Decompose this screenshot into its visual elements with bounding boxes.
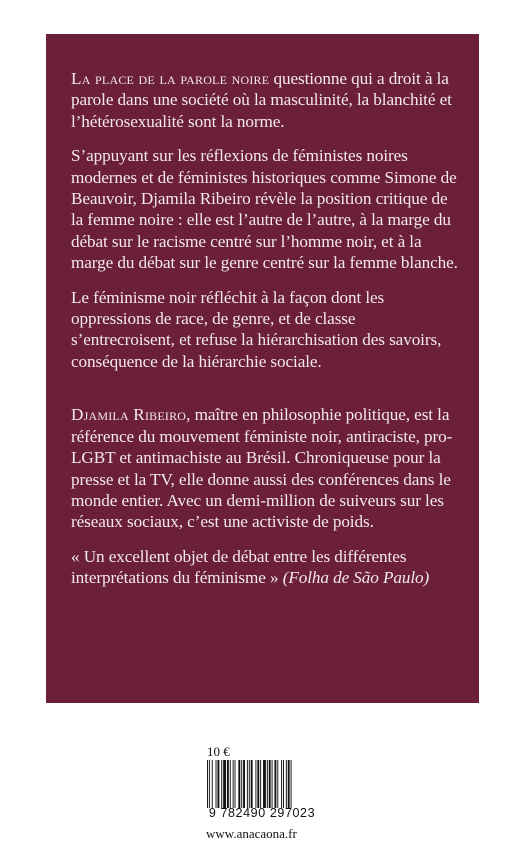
press-quote: [71, 546, 461, 589]
author-bio-text: , maître en philosophie politique, est la référence du mouvement féministe noir, antiraciste, pro-LGBT et antimachiste au Brésil. Chroniqueuse pour la presse et la TV, elle donne aussi des conférences dans le monde entier. Avec un demi-million de suiveurs sur les réseaux sociaux, c’est une activiste de poids.: [71, 405, 453, 532]
barcode: [206, 760, 316, 808]
back-cover-panel: [46, 34, 479, 703]
blurb-paragraph-1-text: questionne qui a droit à la parole dans une société où la masculinité, la blanchité et l’hétérosexualité sont la norme.: [71, 69, 452, 131]
press-quote-text: « Un excellent objet de débat entre les différentes interprétations du féminisme »: [71, 546, 407, 588]
blurb-paragraph-2: S’appuyant sur les réflexions de féministes noires modernes et de féministes historiques comme Simone de Beauvoir, Djamila Ribeiro révèle la position critique de la femme noire : elle est l’autre de l’autre, à la marge du débat sur le racisme centré sur l’homme noir, et à la marge du débat sur le genre centré sur la femme blanche.: [71, 146, 458, 273]
blurb-paragraph-3: Le féminisme noir réfléchit à la façon dont les oppressions de race, de genre, et de classe s’entrecroisent, et refuse la hiérarchisation des savoirs, conséquence de la hiérarchie sociale.: [71, 287, 442, 371]
author-name: Djamila Ribeiro: [71, 405, 187, 425]
isbn-number: 9 782490 297023: [208, 806, 316, 820]
price-label: 10 €: [207, 744, 230, 759]
website-link: www.anacaona.fr: [206, 826, 297, 841]
blurb-paragraph-1: [71, 68, 461, 132]
press-quote-source: (Folha de São Paulo): [282, 568, 430, 588]
author-bio: [71, 404, 461, 532]
book-title: La place de la parole noire: [71, 69, 270, 88]
